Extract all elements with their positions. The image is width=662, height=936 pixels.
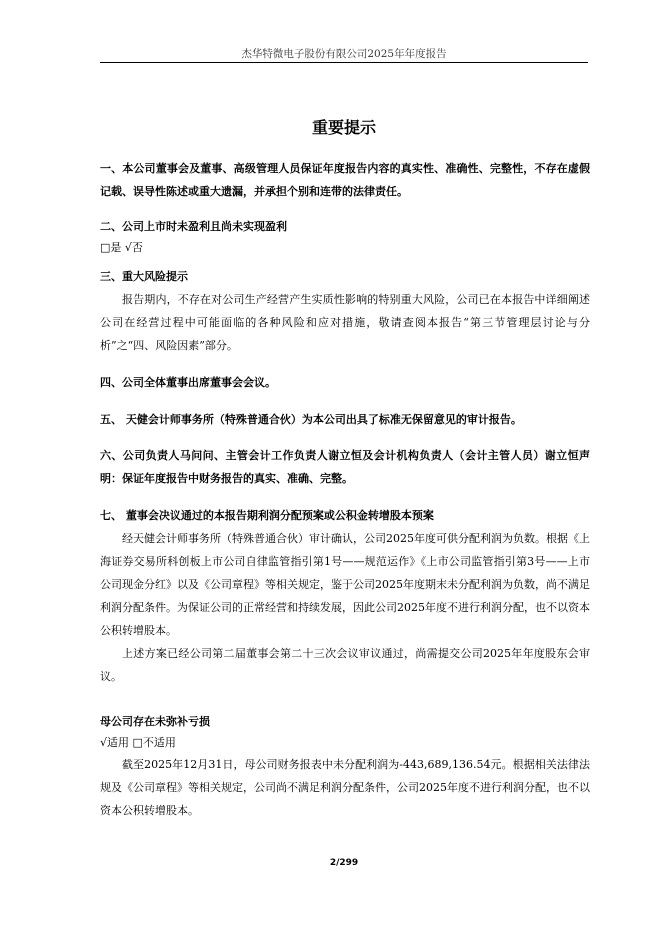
section-2	[100, 215, 590, 258]
section-1-heading: 一、本公司董事会及董事、高级管理人员保证年度报告内容的真实性、准确性、完整性，不存在虚假记载、误导性陈述或重大遗漏，并承担个别和连带的法律责任。	[100, 162, 590, 198]
section-3-body: 报告期内，不存在对公司生产经营产生实质性影响的特别重大风险，公司已在本报告中详细阐述公司在经营过程中可能面临的各种风险和应对措施，敬请查阅本报告“第三节管理层讨论与分析”之“四、风险因素”部分。	[100, 293, 590, 352]
page-title: 重要提示	[311, 118, 376, 137]
section-1	[100, 157, 590, 203]
page-number: 2/299	[329, 858, 359, 868]
section-6-heading: 六、公司负责人马问问、主管会计工作负责人谢立恒及会计机构负责人（会计主管人员）谢立恒声明：保证年度报告中财务报告的真实、准确、完整。	[100, 449, 590, 485]
section-5-heading: 五、 天健会计师事务所（特殊普通合伙）为本公司出具了标准无保留意见的审计报告。	[100, 413, 522, 426]
section-2-heading: 二、公司上市时未盈利且尚未实现盈利	[100, 220, 287, 233]
section-7-heading: 七、 董事会决议通过的本报告期利润分配预案或公积金转增股本预案	[100, 509, 434, 522]
header-divider	[100, 62, 588, 63]
section-8	[100, 710, 590, 822]
running-header: 杰华特微电子股份有限公司2025年年度报告	[241, 48, 447, 60]
section-7	[100, 504, 590, 688]
section-7-body-2: 上述方案已经公司第二届董事会第二十三次会议审议通过，尚需提交公司2025年年度股东会审议。	[100, 647, 590, 683]
section-8-options: √适用 □不适用	[100, 736, 176, 749]
section-7-body-1: 经天健会计师事务所（特殊普通合伙）审计确认，公司2025年度可供分配利润为负数。根据《上海证券交易所科创板上市公司自律监管指引第1号——规范运作》《上市公司监管指引第3号——上市公司现金分红》以及《公司章程》等相关规定，鉴于公司2025年度期末未分配利润为负数，尚不满足利润分配条件。为保证公司的正常经营和持续发展，因此公司2025年度不进行利润分配，也不以资本公积转增股本。	[100, 532, 590, 637]
section-5	[100, 408, 590, 431]
section-8-body: 截至2025年12月31日，母公司财务报表中未分配利润为-443,689,136.54元。根据相关法律法规及《公司章程》等相关规定，公司尚不满足利润分配条件，公司2025年度不进行利润分配，也不以资本公积转增股本。	[100, 758, 590, 817]
section-4	[100, 371, 590, 394]
section-6	[100, 444, 590, 490]
section-2-options: □是 √否	[100, 241, 143, 254]
section-8-heading: 母公司存在未弥补亏损	[100, 715, 210, 728]
section-3	[100, 265, 590, 357]
section-4-heading: 四、公司全体董事出席董事会会议。	[100, 376, 276, 389]
section-3-heading: 三、重大风险提示	[100, 270, 188, 283]
